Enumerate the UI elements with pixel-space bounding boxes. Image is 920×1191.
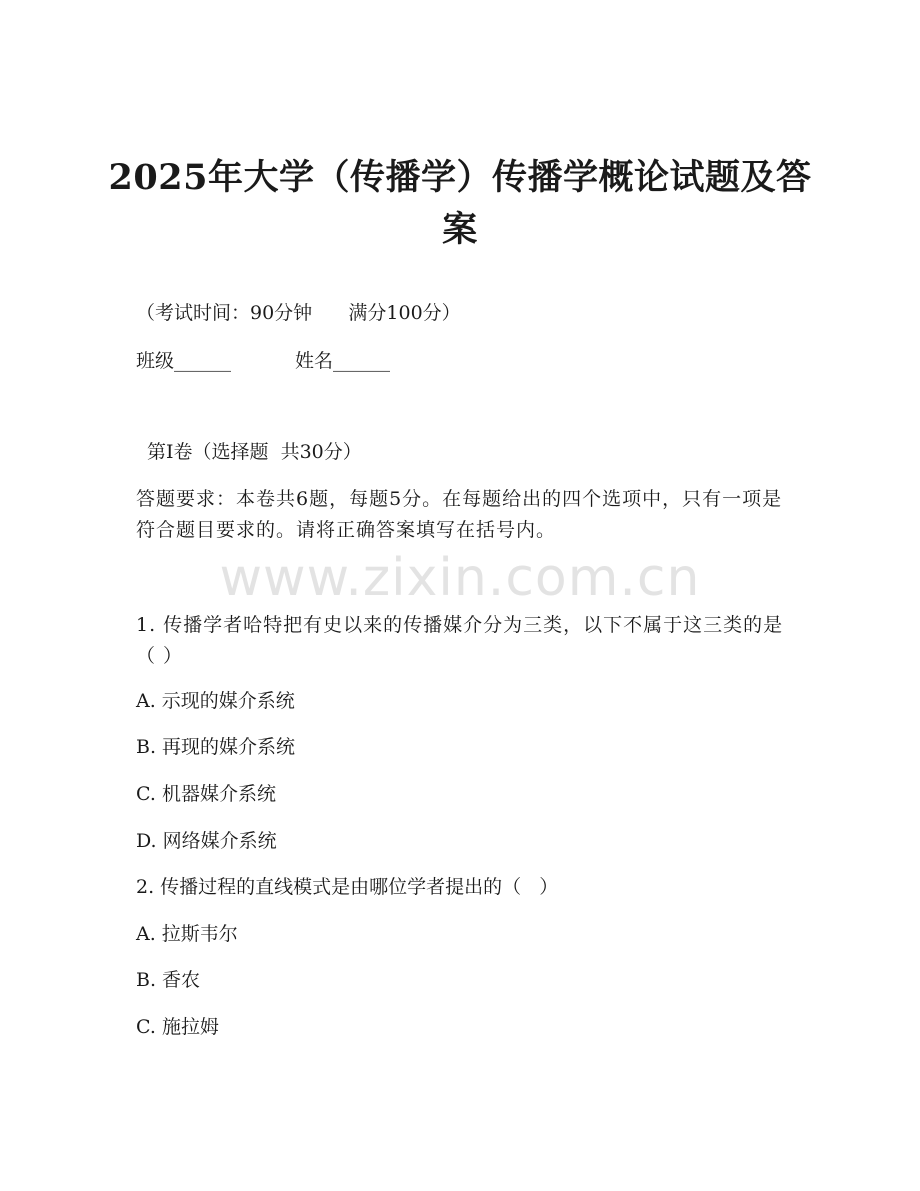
document-title: 2025年大学（传播学）传播学概论试题及答案 [108, 157, 812, 250]
question-option: B. 再现的媒介系统 [136, 736, 296, 758]
question-option: C. 机器媒介系统 [136, 783, 276, 805]
question-option: B. 香农 [136, 969, 201, 991]
question-option: C. 施拉姆 [136, 1016, 219, 1038]
question-stem: 2. 传播过程的直线模式是由哪位学者提出的（ ） [136, 876, 559, 898]
instructions: 答题要求：本卷共6题，每题5分。在每题给出的四个选项中，只有一项是符合题目要求的。请将正确答案填写在括号内。 [136, 488, 783, 541]
question-option: A. 拉斯韦尔 [136, 923, 238, 945]
section-title: 第I卷（选择题 共30分） [147, 441, 362, 463]
watermark: www.zixin.com.cn [219, 548, 701, 608]
question-option: A. 示现的媒介系统 [136, 690, 295, 712]
class-field-label: 班级______ [136, 350, 232, 372]
question-stem: 1. 传播学者哈特把有史以来的传播媒介分为三类，以下不属于这三类的是（ ） [136, 614, 784, 667]
name-field-label: 姓名______ [295, 350, 391, 372]
question-option: D. 网络媒介系统 [136, 830, 277, 852]
exam-info: （考试时间：90分钟 满分100分） [136, 302, 461, 324]
